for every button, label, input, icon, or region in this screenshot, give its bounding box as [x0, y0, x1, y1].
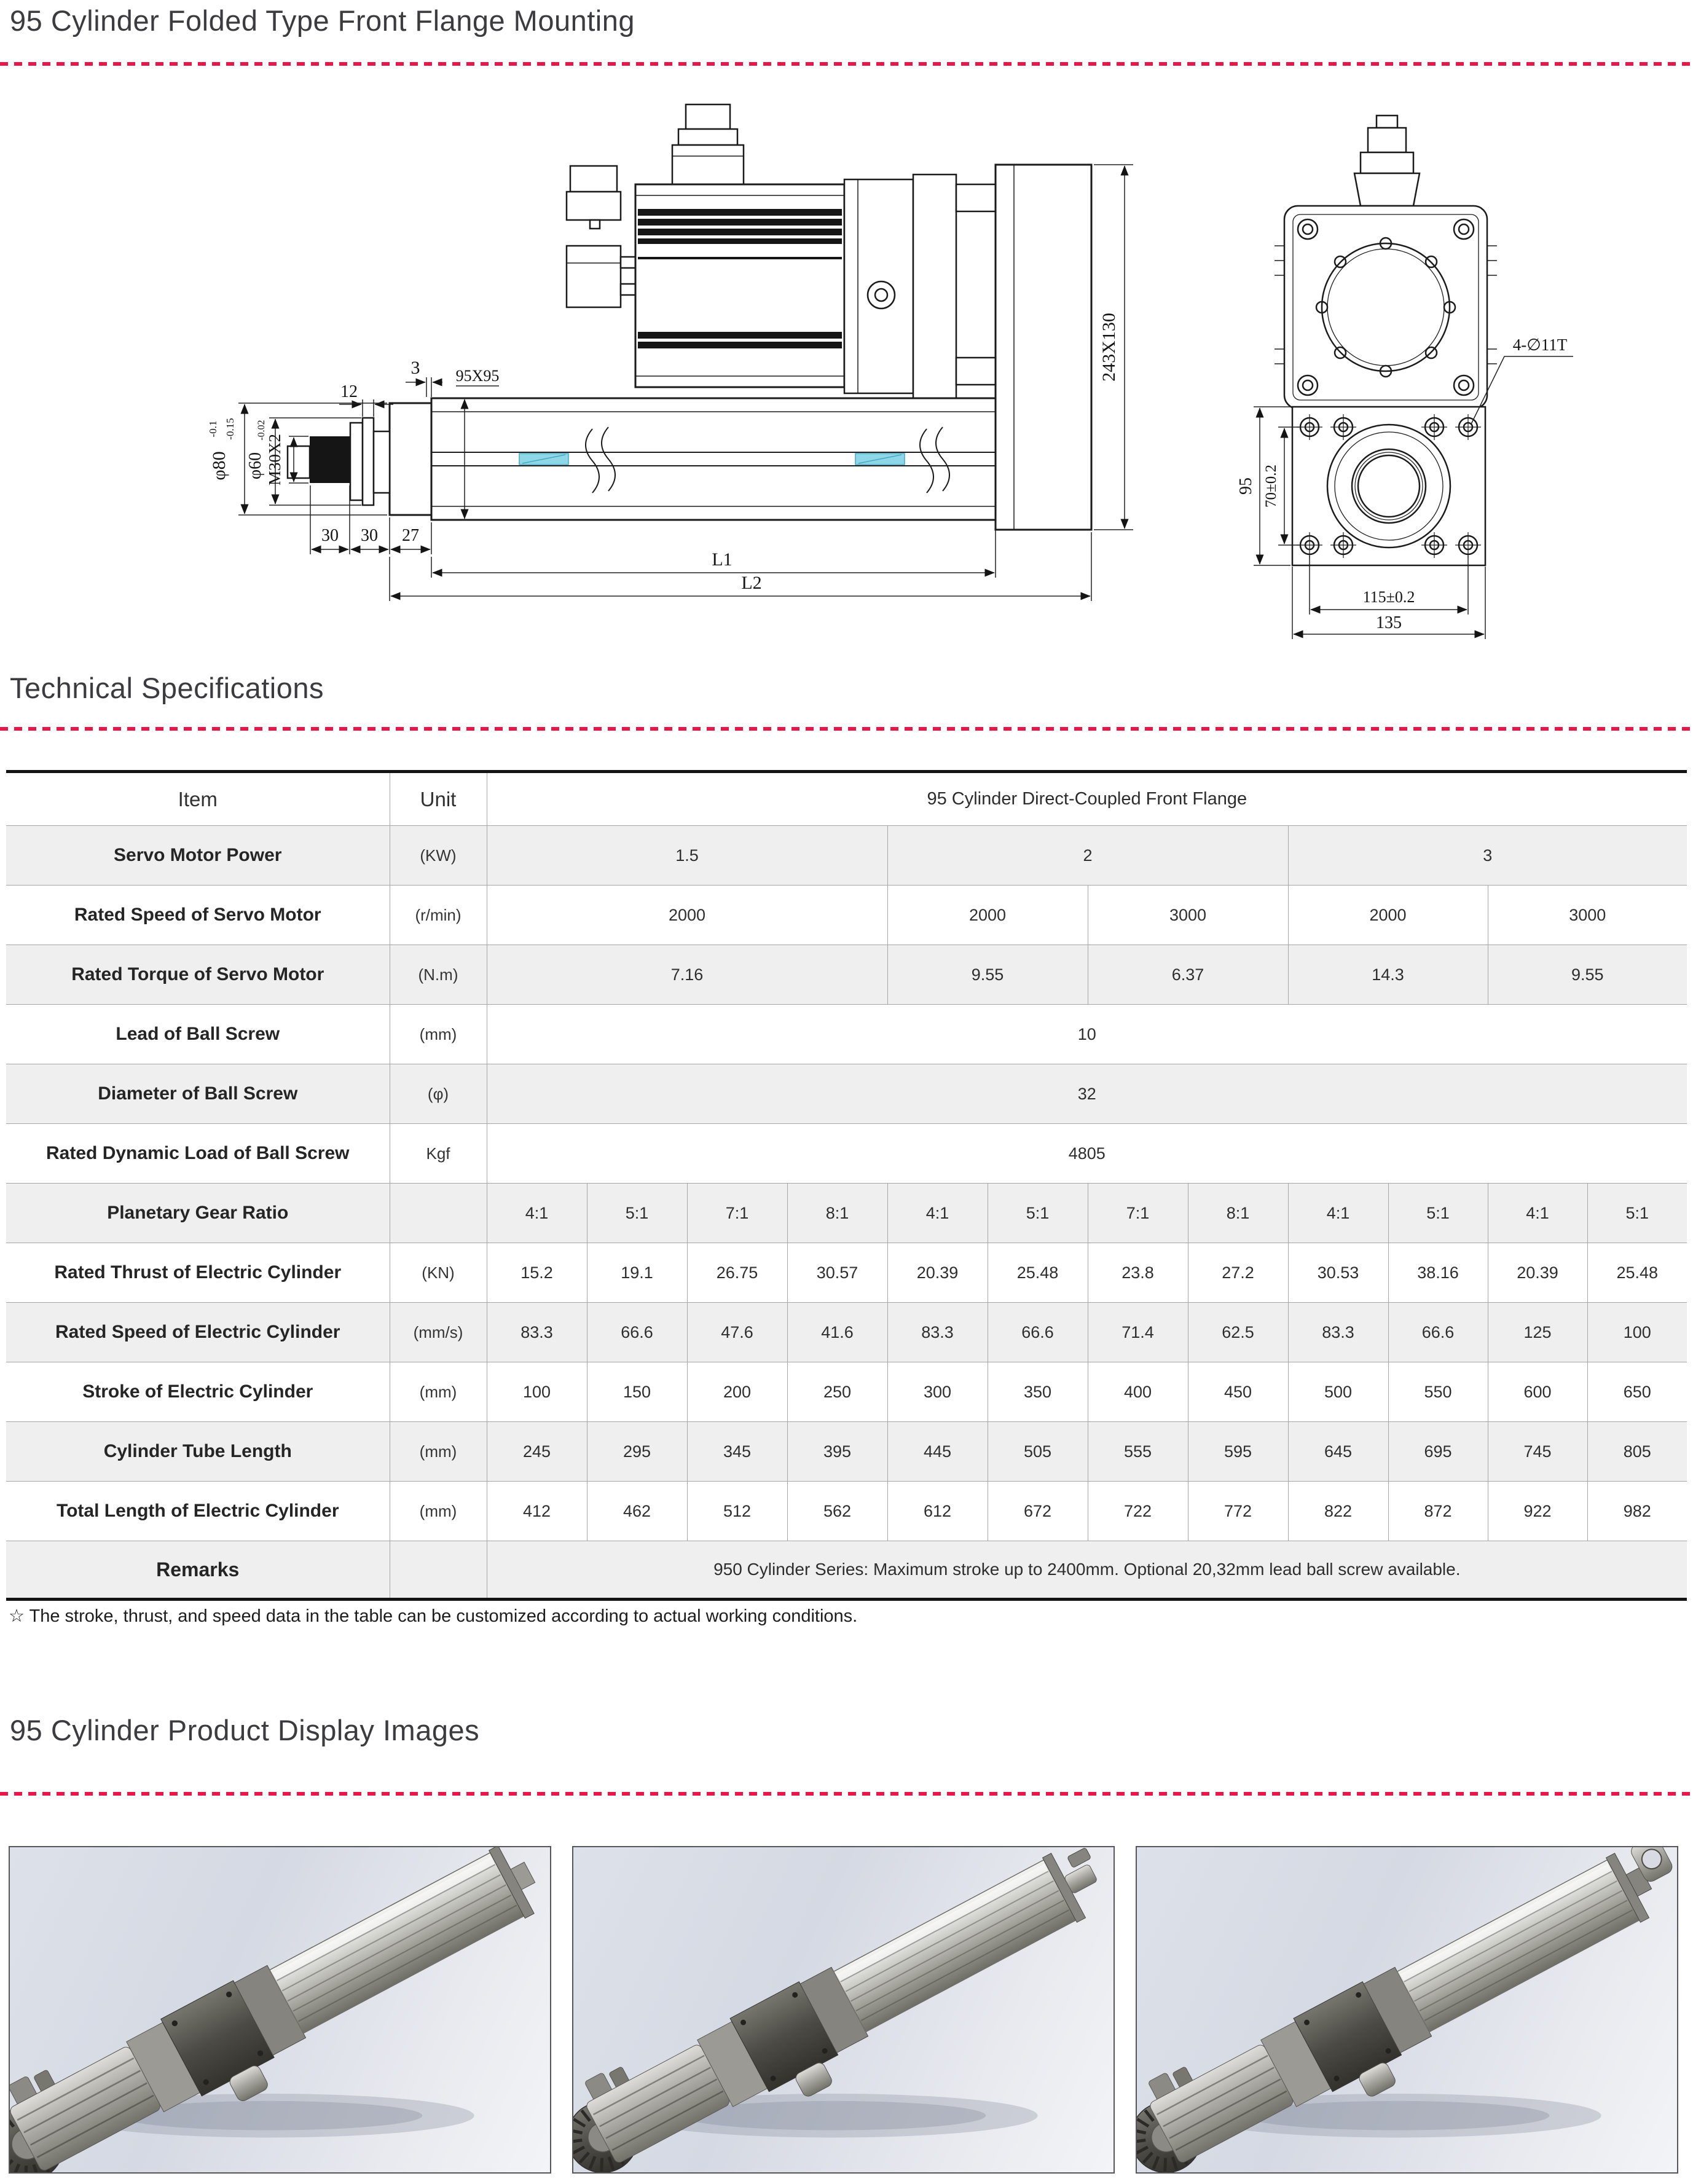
spec-value: 772 [1188, 1482, 1288, 1541]
product-gallery [0, 1846, 1693, 2178]
spec-value: 83.3 [887, 1303, 988, 1362]
spec-unit: (mm) [390, 1362, 487, 1422]
spec-value: 125 [1488, 1303, 1587, 1362]
spec-value: 1.5 [487, 826, 887, 886]
svg-text:30: 30 [321, 526, 339, 545]
spec-unit: (mm) [390, 1422, 487, 1482]
spec-value: 15.2 [487, 1243, 587, 1303]
spec-value: 83.3 [1288, 1303, 1388, 1362]
spec-value: 38.16 [1388, 1243, 1488, 1303]
svg-text:243X130: 243X130 [1099, 313, 1119, 382]
col-header-unit: Unit [390, 772, 487, 826]
spec-unit [390, 1184, 487, 1243]
spec-row [6, 1064, 1687, 1124]
spec-row [6, 1005, 1687, 1064]
spec-value: 23.8 [1088, 1243, 1188, 1303]
svg-text:L1: L1 [712, 549, 733, 570]
spec-row [6, 826, 1687, 886]
spec-item-label: Cylinder Tube Length [6, 1422, 390, 1482]
spec-row [6, 1541, 1687, 1600]
spec-table-wrap [6, 770, 1687, 1601]
spec-value: 3000 [1488, 886, 1687, 945]
spec-value: 100 [1587, 1303, 1687, 1362]
cad-drawing [0, 92, 1693, 648]
spec-item-label: Stroke of Electric Cylinder [6, 1362, 390, 1422]
table-footnote: ☆ The stroke, thrust, and speed data in the table can be customized according to actual working conditions. [9, 1606, 858, 1626]
spec-value: 505 [988, 1422, 1088, 1482]
spec-row [6, 1362, 1687, 1422]
spec-value: 47.6 [687, 1303, 787, 1362]
spec-value: 32 [487, 1064, 1687, 1124]
spec-value: 20.39 [887, 1243, 988, 1303]
spec-table [6, 770, 1687, 1601]
spec-value: 7:1 [687, 1184, 787, 1243]
spec-value: 450 [1188, 1362, 1288, 1422]
spec-value: 5:1 [988, 1184, 1088, 1243]
spec-unit: (mm) [390, 1005, 487, 1064]
spec-item-label: Lead of Ball Screw [6, 1005, 390, 1064]
svg-text:95X95: 95X95 [455, 367, 500, 385]
svg-text:-0.15: -0.15 [224, 418, 236, 440]
spec-row [6, 1184, 1687, 1243]
spec-item-label: Planetary Gear Ratio [6, 1184, 390, 1243]
spec-unit: Kgf [390, 1124, 487, 1184]
product-render-2 [573, 1847, 1114, 2172]
spec-value: 872 [1388, 1482, 1488, 1541]
spec-value: 19.1 [587, 1243, 687, 1303]
spec-row [6, 1243, 1687, 1303]
spec-value: 445 [887, 1422, 988, 1482]
spec-value: 695 [1388, 1422, 1488, 1482]
spec-value: 200 [687, 1362, 787, 1422]
product-render-3 [1137, 1847, 1677, 2172]
spec-unit [390, 1541, 487, 1600]
spec-unit: (KN) [390, 1243, 487, 1303]
spec-value: 6.37 [1088, 945, 1288, 1005]
spec-value: 4:1 [487, 1184, 587, 1243]
svg-text:3: 3 [410, 358, 420, 378]
section-divider [0, 1792, 1693, 1796]
product-image-1 [9, 1846, 551, 2174]
spec-value: 30.53 [1288, 1243, 1388, 1303]
section-divider [0, 727, 1693, 731]
spec-value: 745 [1488, 1422, 1587, 1482]
spec-row [6, 1124, 1687, 1184]
gallery-section-title: 95 Cylinder Product Display Images [10, 1714, 480, 1746]
spec-value: 250 [787, 1362, 887, 1422]
spec-value: 27.2 [1188, 1243, 1288, 1303]
spec-value: 345 [687, 1422, 787, 1482]
spec-value: 950 Cylinder Series: Maximum stroke up to 2400mm. Optional 20,32mm lead ball screw available. [487, 1541, 1687, 1600]
spec-value: 71.4 [1088, 1303, 1188, 1362]
spec-value: 645 [1288, 1422, 1388, 1482]
spec-value: 922 [1488, 1482, 1587, 1541]
spec-value: 7.16 [487, 945, 887, 1005]
svg-text:30: 30 [361, 526, 378, 545]
spec-value: 600 [1488, 1362, 1587, 1422]
col-header-item: Item [6, 772, 390, 826]
specs-section-title: Technical Specifications [10, 672, 324, 704]
spec-unit: (mm/s) [390, 1303, 487, 1362]
spec-value: 9.55 [887, 945, 1088, 1005]
spec-value: 4:1 [887, 1184, 988, 1243]
spec-value: 4:1 [1488, 1184, 1587, 1243]
spec-value: 672 [988, 1482, 1088, 1541]
svg-text:M30X2: M30X2 [265, 433, 284, 486]
spec-row [6, 1303, 1687, 1362]
svg-text:12: 12 [340, 382, 358, 401]
spec-value: 26.75 [687, 1243, 787, 1303]
spec-unit: (mm) [390, 1482, 487, 1541]
spec-item-label: Remarks [6, 1541, 390, 1600]
spec-value: 41.6 [787, 1303, 887, 1362]
spec-value: 14.3 [1288, 945, 1488, 1005]
spec-row [6, 1422, 1687, 1482]
spec-value: 300 [887, 1362, 988, 1422]
spec-header-row [6, 772, 1687, 826]
product-render-1 [10, 1847, 550, 2172]
svg-text:27: 27 [402, 526, 419, 545]
spec-value: 10 [487, 1005, 1687, 1064]
spec-unit: (r/min) [390, 886, 487, 945]
spec-value: 512 [687, 1482, 787, 1541]
spec-value: 66.6 [1388, 1303, 1488, 1362]
svg-text:-0.02: -0.02 [256, 420, 267, 441]
spec-value: 4805 [487, 1124, 1687, 1184]
spec-value: 612 [887, 1482, 988, 1541]
spec-value: 562 [787, 1482, 887, 1541]
spec-value: 3000 [1088, 886, 1288, 945]
spec-item-label: Rated Thrust of Electric Cylinder [6, 1243, 390, 1303]
spec-value: 150 [587, 1362, 687, 1422]
spec-item-label: Total Length of Electric Cylinder [6, 1482, 390, 1541]
spec-value: 66.6 [587, 1303, 687, 1362]
spec-unit: (φ) [390, 1064, 487, 1124]
spec-value: 462 [587, 1482, 687, 1541]
spec-value: 650 [1587, 1362, 1687, 1422]
spec-value: 350 [988, 1362, 1088, 1422]
svg-text:135: 135 [1376, 613, 1402, 632]
svg-text:95: 95 [1236, 477, 1255, 495]
spec-value: 245 [487, 1422, 587, 1482]
spec-row [6, 945, 1687, 1005]
spec-value: 550 [1388, 1362, 1488, 1422]
svg-text:-0.1: -0.1 [207, 420, 219, 438]
spec-value: 62.5 [1188, 1303, 1288, 1362]
spec-value: 8:1 [1188, 1184, 1288, 1243]
spec-value: 295 [587, 1422, 687, 1482]
spec-value: 2000 [887, 886, 1088, 945]
spec-item-label: Rated Torque of Servo Motor [6, 945, 390, 1005]
spec-value: 25.48 [988, 1243, 1088, 1303]
spec-value: 822 [1288, 1482, 1388, 1541]
spec-item-label: Rated Speed of Electric Cylinder [6, 1303, 390, 1362]
spec-row [6, 1482, 1687, 1541]
spec-value: 2 [887, 826, 1288, 886]
spec-value: 3 [1288, 826, 1687, 886]
spec-value: 412 [487, 1482, 587, 1541]
spec-value: 595 [1188, 1422, 1288, 1482]
spec-unit: (KW) [390, 826, 487, 886]
product-image-3 [1136, 1846, 1678, 2174]
spec-value: 100 [487, 1362, 587, 1422]
svg-text:4-∅11T: 4-∅11T [1512, 336, 1568, 354]
spec-value: 8:1 [787, 1184, 887, 1243]
svg-text:φ80: φ80 [209, 451, 229, 481]
spec-value: 5:1 [587, 1184, 687, 1243]
svg-text:φ60: φ60 [246, 452, 265, 480]
spec-item-label: Servo Motor Power [6, 826, 390, 886]
spec-unit: (N.m) [390, 945, 487, 1005]
svg-text:L2: L2 [741, 573, 762, 593]
spec-value: 395 [787, 1422, 887, 1482]
spec-value: 500 [1288, 1362, 1388, 1422]
spec-value: 20.39 [1488, 1243, 1587, 1303]
spec-value: 83.3 [487, 1303, 587, 1362]
spec-value: 805 [1587, 1422, 1687, 1482]
spec-value: 25.48 [1587, 1243, 1687, 1303]
spec-row [6, 886, 1687, 945]
front-view [1275, 116, 1497, 565]
product-image-2 [572, 1846, 1115, 2174]
side-view-cylinder [288, 398, 996, 520]
spec-value: 30.57 [787, 1243, 887, 1303]
spec-item-label: Diameter of Ball Screw [6, 1064, 390, 1124]
spec-value: 2000 [487, 886, 887, 945]
page-title: 95 Cylinder Folded Type Front Flange Mounting [10, 4, 635, 37]
spec-value: 555 [1088, 1422, 1188, 1482]
spec-value: 400 [1088, 1362, 1188, 1422]
spec-value: 982 [1587, 1482, 1687, 1541]
spec-item-label: Rated Speed of Servo Motor [6, 886, 390, 945]
spec-value: 722 [1088, 1482, 1188, 1541]
spec-value: 7:1 [1088, 1184, 1188, 1243]
spec-value: 5:1 [1587, 1184, 1687, 1243]
spec-value: 5:1 [1388, 1184, 1488, 1243]
spec-value: 2000 [1288, 886, 1488, 945]
spec-value: 66.6 [988, 1303, 1088, 1362]
col-header-group: 95 Cylinder Direct-Coupled Front Flange [487, 772, 1687, 826]
svg-text:115±0.2: 115±0.2 [1362, 588, 1415, 606]
spec-item-label: Rated Dynamic Load of Ball Screw [6, 1124, 390, 1184]
spec-value: 4:1 [1288, 1184, 1388, 1243]
svg-text:70±0.2: 70±0.2 [1263, 465, 1279, 508]
section-divider [0, 62, 1693, 66]
spec-value: 9.55 [1488, 945, 1687, 1005]
